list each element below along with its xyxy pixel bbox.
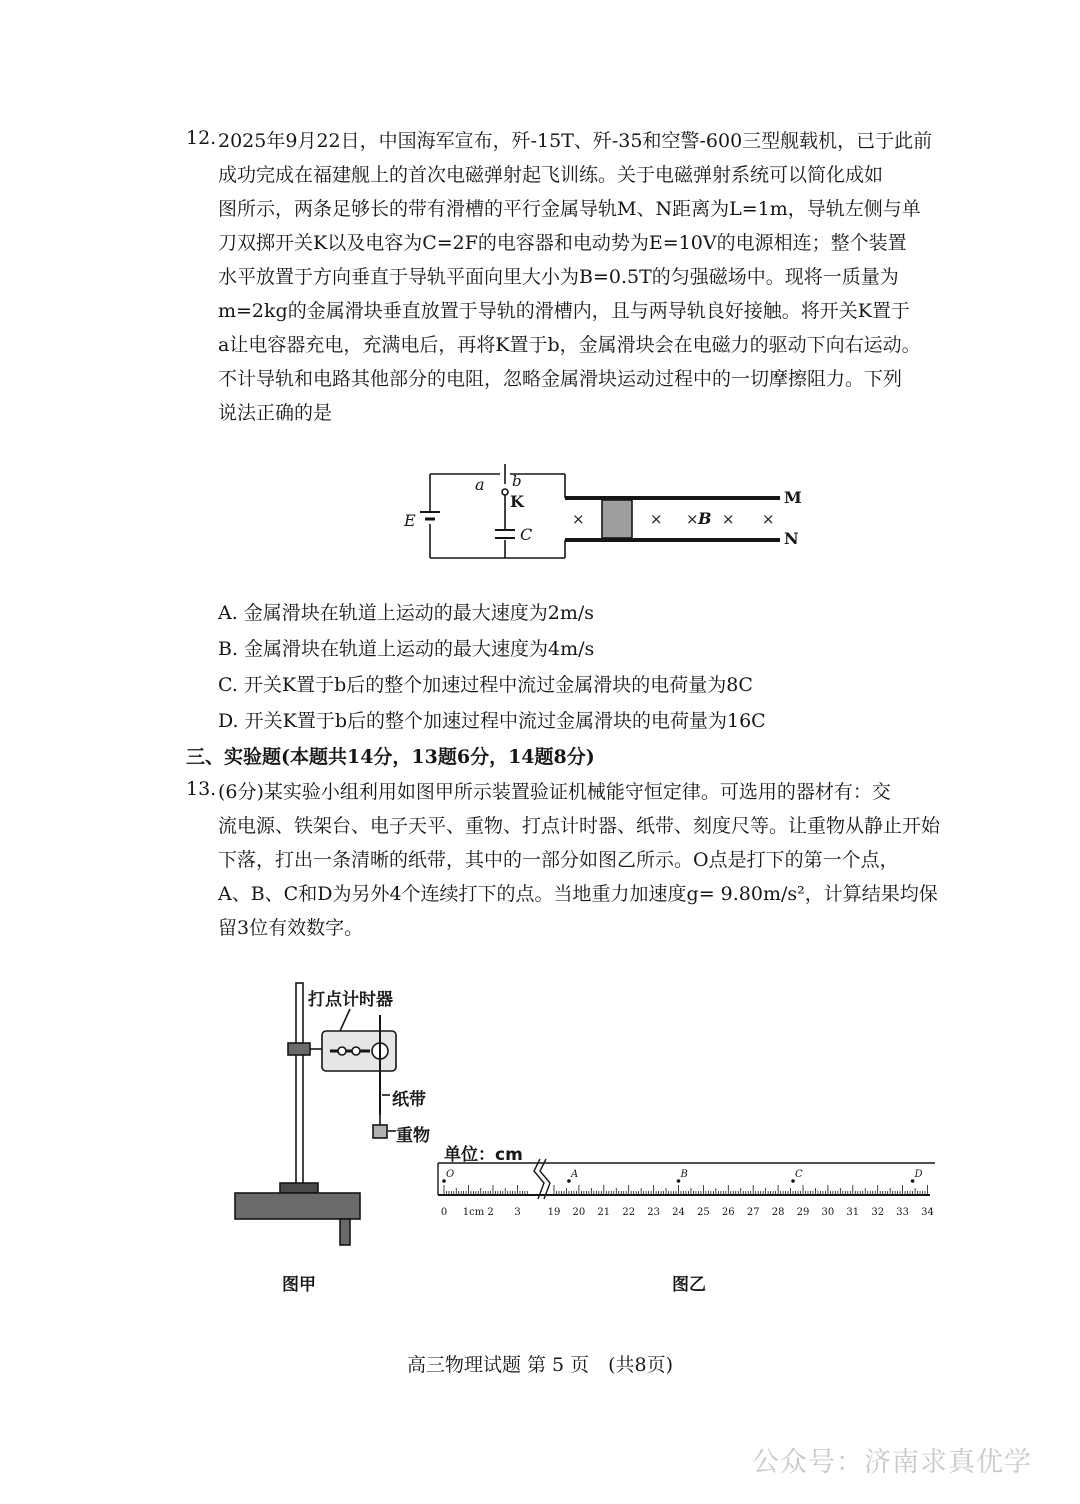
ruler-label: 31	[846, 1207, 860, 1218]
ruler-label: 19	[547, 1207, 561, 1218]
cross-mark: ×	[572, 510, 585, 528]
page-footer: 高三物理试题 第 5 页 (共8页)	[406, 1354, 674, 1376]
ruler-label: 25	[697, 1207, 710, 1218]
q12-line: 说法正确的是	[218, 402, 333, 424]
ruler-label: 32	[871, 1207, 885, 1218]
ruler-label: 20	[572, 1207, 586, 1218]
q13-line: 下落，打出一条清晰的纸带，其中的一部分如图乙所示。O点是打下的第一个点，	[218, 849, 899, 871]
circuit-diagram	[400, 462, 820, 572]
label-a: a	[475, 475, 485, 494]
q13-line: (6分)某实验小组利用如图甲所示装置验证机械能守恒定律。可选用的器材有：交	[218, 781, 891, 803]
q12-line: 不计导轨和电路其他部分的电阻，忽略金属滑块运动过程中的一切摩擦阻力。下列	[218, 368, 903, 390]
q12-option-b: B. 金属滑块在轨道上运动的最大速度为4m/s	[218, 638, 595, 660]
tape-point-label: D	[914, 1169, 923, 1180]
tape-point-label: B	[680, 1169, 688, 1180]
ruler-label: 21	[597, 1207, 611, 1218]
ruler-label: 24	[672, 1207, 685, 1218]
q12-option-d: D. 开关K置于b后的整个加速过程中流过金属滑块的电荷量为16C	[218, 710, 766, 732]
label-N: N	[784, 529, 799, 548]
tape-label: 纸带	[392, 1090, 426, 1110]
label-M: M	[784, 488, 802, 507]
ruler-label: 27	[746, 1207, 760, 1218]
ruler-label: 34	[921, 1207, 934, 1218]
q12-option-a: A. 金属滑块在轨道上运动的最大速度为2m/s	[218, 602, 595, 624]
figure-jia-caption: 图甲	[282, 1275, 316, 1295]
label-C: C	[520, 525, 533, 544]
q13-stem	[218, 775, 988, 945]
q12-stem	[218, 124, 988, 430]
ruler-label: 30	[821, 1207, 835, 1218]
tape-ruler-figure	[430, 1155, 950, 1225]
apparatus-figure	[230, 975, 440, 1250]
q12-number: 12.	[186, 127, 217, 149]
ruler-label: 29	[796, 1207, 810, 1218]
weight-label: 重物	[396, 1126, 430, 1146]
cross-mark: ×	[762, 510, 775, 528]
q13-line: A、B、C和D为另外4个连续打下的点。当地重力加速度g= 9.80m/s²，计算结果均保	[218, 883, 938, 905]
cross-mark: ×	[722, 510, 735, 528]
ruler-label: 1cm 2	[462, 1207, 494, 1218]
q12-line: 图所示，两条足够长的带有滑槽的平行金属导轨M、N距离为L=1m，导轨左侧与单	[218, 198, 921, 220]
ruler-label: 28	[771, 1207, 785, 1218]
cross-mark: ×	[650, 510, 663, 528]
q12-line: a让电容器充电，充满电后，再将K置于b，金属滑块会在电磁力的驱动下向右运动。	[218, 334, 921, 356]
q12-line: 水平放置于方向垂直于导轨平面向里大小为B=0.5T的匀强磁场中。现将一质量为	[218, 266, 899, 288]
label-b: b	[512, 472, 522, 490]
ruler-label: 22	[622, 1207, 636, 1218]
ruler-label: 3	[514, 1207, 521, 1218]
tape-point-label: O	[446, 1169, 455, 1180]
q12-line: 成功完成在福建舰上的首次电磁弹射起飞训练。关于电磁弹射系统可以简化成如	[218, 164, 884, 186]
tape-point-label: C	[795, 1169, 803, 1180]
label-E: E	[404, 511, 416, 530]
q13-line: 流电源、铁架台、电子天平、重物、打点计时器、纸带、刻度尺等。让重物从静止开始	[218, 815, 941, 837]
label-K: K	[510, 492, 524, 511]
timer-label: 打点计时器	[308, 990, 393, 1010]
tape-point-label: A	[570, 1169, 579, 1180]
figure-yi-caption: 图乙	[672, 1275, 706, 1295]
label-B: B	[698, 509, 712, 528]
ruler-label: 23	[647, 1207, 660, 1218]
ruler-label: 26	[721, 1207, 735, 1218]
cross-mark: ×	[686, 510, 699, 528]
unit-label: 单位：cm	[444, 1145, 523, 1165]
ruler-label: 0	[440, 1207, 448, 1218]
q13-line: 留3位有效数字。	[218, 917, 364, 939]
q12-line: 刀双掷开关K以及电容为C=2F的电容器和电动势为E=10V的电源相连；整个装置	[218, 232, 907, 254]
q13-number: 13.	[186, 778, 217, 800]
section-heading: 三、实验题(本题共14分，13题6分，14题8分)	[186, 746, 595, 768]
q12-line: m=2kg的金属滑块垂直放置于导轨的滑槽内，且与两导轨良好接触。将开关K置于	[218, 300, 910, 322]
ruler-label: 33	[896, 1207, 909, 1218]
q12-option-c: C. 开关K置于b后的整个加速过程中流过金属滑块的电荷量为8C	[218, 674, 753, 696]
watermark: 公众号：济南求真优学	[752, 1447, 1032, 1478]
q12-line: 2025年9月22日，中国海军宣布，歼-15T、歼-35和空警-600三型舰载机，已于此前	[218, 130, 933, 152]
